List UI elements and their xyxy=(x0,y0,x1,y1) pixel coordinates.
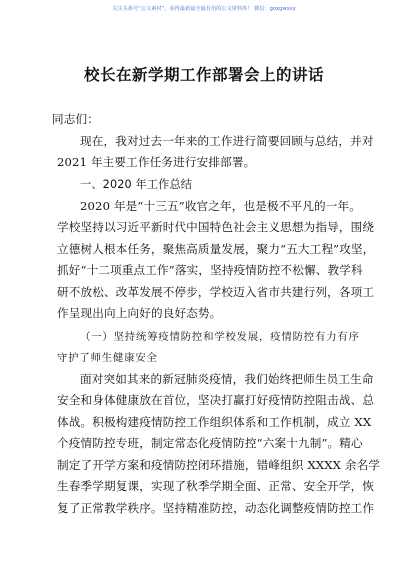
document-title: 校长在新学期工作部署会上的讲话 xyxy=(83,65,324,84)
subsection-1-line-6: 生春季学期复课，实现了秋季学期全面、正常、安全开学，恢 xyxy=(57,479,375,493)
section-1-line-4: 抓好“十二项重点工作”落实，坚持疫情防控不松懈、教学科 xyxy=(57,263,363,277)
section-1-line-2: 学校坚持以习近平新时代中国特色社会主义思想为指导，围绕 xyxy=(57,220,375,234)
salutation: 同志们： xyxy=(52,112,99,126)
section-1-heading: 一、2020 年工作总结 xyxy=(80,178,193,191)
header-notice: 关注头条号“公文素材”，获得最新最全最有用的公文资料库！ 微信：goxgwxxy xyxy=(112,6,296,12)
section-1-line-3: 立德树人根本任务，聚焦高质量发展，聚力“五大工程”攻坚， xyxy=(57,242,375,256)
subsection-1-heading-line-2: 守护了师生健康安全 xyxy=(57,352,158,364)
subsection-1-heading-line-1: （一）坚持统筹疫情防控和学校发展，疫情防控有力有序 xyxy=(80,331,360,343)
section-1-line-5: 研不放松、改革发展不停步，学校迈入省市共建行列，各项工 xyxy=(57,285,375,299)
section-1-line-1: 2020 年是“十三五”收官之年，也是极不平凡的一年。 xyxy=(80,199,361,213)
subsection-1-line-3: 体战。积极构建疫情防控工作组织体系和工作机制，成立 XX xyxy=(57,415,372,429)
intro-line-2: 2021 年主要工作任务进行安排部署。 xyxy=(57,155,256,169)
subsection-1-line-4: 个疫情防控专班，制定常态化疫情防控“六案十九制”。精心 xyxy=(57,436,363,450)
subsection-1-line-2: 安全和身体健康放在首位，坚决打赢打好疫情防控阻击战、总 xyxy=(57,393,375,407)
subsection-1-line-7: 复了正常教学秩序。坚持精准防控，动态化调整疫情防控工作 xyxy=(57,501,375,515)
subsection-1-line-5: 制定了开学方案和疫情防控闭环措施，错峰组织 XXXX 余名学 xyxy=(57,458,381,472)
subsection-1-line-1: 面对突如其来的新冠肺炎疫情，我们始终把师生员工生命 xyxy=(80,372,374,386)
intro-line-1: 现在，我对过去一年来的工作进行简要回顾与总结，并对 xyxy=(80,134,374,148)
section-1-line-6: 作呈现出向上向好的良好态势。 xyxy=(57,306,222,320)
